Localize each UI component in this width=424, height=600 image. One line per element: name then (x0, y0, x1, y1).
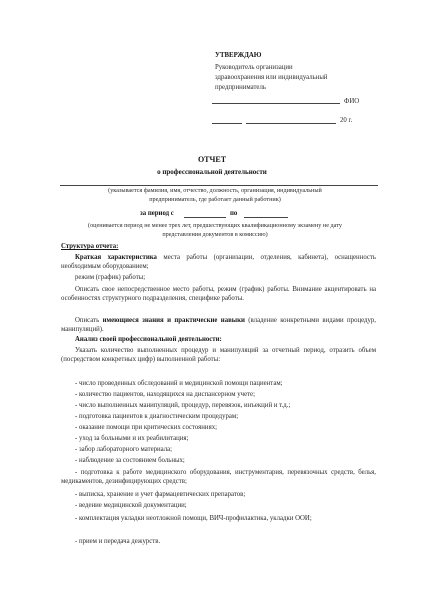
period-from-line (184, 217, 226, 218)
period-prefix: за период с (140, 210, 174, 217)
signature-line (212, 103, 340, 104)
name-line (60, 185, 378, 186)
bullet-5: - оказание помощи при критических состояниях; (75, 424, 217, 431)
bullet-long-2: - комплектация укладки неотложной помощи, ВИЧ-профилактика, укладки ООИ; (75, 515, 312, 522)
date-year-suffix: 20 г. (340, 117, 353, 124)
period-to-line (244, 217, 288, 218)
period-note-2: представления документов в комиссию) (162, 231, 268, 238)
approval-line-1: Руководитель организации (215, 64, 293, 71)
item-1-rest: места работы (организации, отделения, кабинета), оснащенность необходимым оборудованием; (61, 254, 376, 271)
name-caption-1: (указывается фамилия, имя, отчество, должность, организация, индивидуальный (108, 187, 322, 194)
fio-label: ФИО (344, 98, 360, 105)
bullet-9: - выписка, хранение и учет фармацевтических препаратов; (75, 491, 246, 498)
item-3: Описать свое непосредственное место работы, режим (график) работы. Внимание акцентировать на особенностях структурного подразделения, специфике работы. (61, 286, 376, 303)
structure-heading: Структура отчета: (61, 243, 119, 250)
item-4-bold: имеющиеся знания и практические навыки (102, 317, 245, 324)
report-subtitle: о профессиональной деятельности (157, 168, 267, 176)
item-5-heading: Анализ своей профессиональной деятельности: (75, 336, 222, 343)
bullet-long-1: - подготовка к работе медицинского оборудования, инструментария, перевязочных средств, белья, медикаментов, дезинфицирующих средств; (61, 469, 376, 486)
name-caption-2: предприниматель, где работает данный работник) (149, 196, 281, 203)
item-2: режим (график) работы; (75, 274, 146, 281)
bullet-10: - ведение медицинской документации; (75, 502, 187, 509)
item-1 (61, 253, 376, 272)
date-day-line (212, 123, 242, 124)
item-4-rest: (владение конкретными видами процедур, манипуляций). (61, 317, 376, 334)
bullet-7: - забор лабораторного материала; (75, 446, 173, 453)
period-mid: по (230, 210, 238, 217)
report-title: ОТЧЕТ (197, 155, 227, 164)
date-month-line (246, 123, 336, 124)
item-4-a: Описать (75, 317, 100, 324)
item-1-bold: Краткая характеристика (75, 254, 157, 261)
bullet-1: - число проведенных обследований и медицинской помощи пациентам; (75, 380, 283, 387)
approval-title: УТВЕРЖДАЮ (215, 52, 262, 59)
bullet-4: - подготовка пациентов к диагностическим процедурам; (75, 413, 239, 420)
item-5-text: Указать количество выполненных процедур и манипуляций за отчетный период, отразить объем (посредством конкретных цифр) выполненной работы: (61, 347, 376, 364)
bullet-6: - уход за больными и их реабилитация; (75, 435, 189, 442)
bullet-last: - прием и передача дежурств. (75, 538, 161, 545)
period-note-1: (оценивается период не менее трех лет, предшествующих квалификационному экзамену не дату (88, 222, 342, 229)
item-4 (61, 316, 376, 335)
bullet-2: - количество пациентов, находящихся на диспансерном учете; (75, 391, 255, 398)
bullet-3: - число выполненных манипуляций, процедур, перевязок, инъекций и т.д.; (75, 402, 291, 409)
bullet-8: - наблюдение за состоянием больных; (75, 457, 185, 464)
approval-line-3: предприниматель (215, 84, 266, 91)
approval-line-2: здравоохранения или индивидуальный (215, 74, 328, 81)
